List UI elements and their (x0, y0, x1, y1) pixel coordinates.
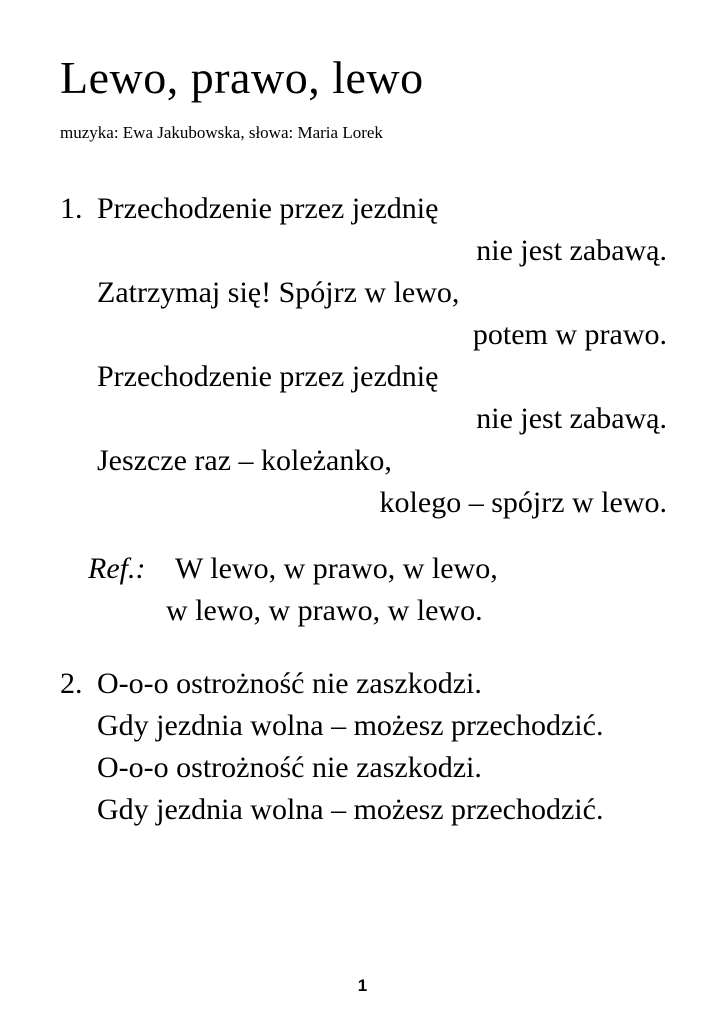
lyric-line: Przechodzenie przez jezdnię (97, 360, 439, 394)
lyric-line: O-o-o ostrożność nie zaszkodzi. (97, 667, 482, 701)
lyric-line: Przechodzenie przez jezdnię (97, 192, 439, 226)
verse-1 (60, 188, 667, 524)
lyric-line: O-o-o ostrożność nie zaszkodzi. (97, 751, 482, 785)
credits-line: muzyka: Ewa Jakubowska, słowa: Maria Lorek (60, 122, 383, 142)
lyric-line: W lewo, w prawo, w lewo, (175, 552, 498, 586)
refrain (60, 548, 667, 632)
lyric-line: Gdy jezdnia wolna – możesz przechodzić. (97, 709, 604, 743)
verse-1-number: 1. (60, 192, 83, 226)
verse-1-lines (97, 188, 667, 524)
refrain-line-1 (88, 548, 667, 590)
lyric-line: nie jest zabawą. (476, 234, 667, 268)
lyric-line: Gdy jezdnia wolna – możesz przechodzić. (97, 793, 604, 827)
verse-2 (60, 663, 667, 831)
lyric-line: kolego – spójrz w lewo. (379, 486, 667, 520)
page-number: 1 (357, 976, 368, 995)
verse-2-number: 2. (60, 667, 83, 701)
verse-2-lines (97, 663, 667, 831)
lyric-line: nie jest zabawą. (476, 402, 667, 436)
refrain-line-2: w lewo, w prawo, w lewo. (166, 594, 483, 628)
lyric-line: Jeszcze raz – koleżanko, (97, 444, 392, 478)
page-footer (0, 976, 725, 996)
refrain-label: Ref.: (88, 552, 146, 586)
lyric-line: potem w prawo. (472, 318, 667, 352)
lyric-line: Zatrzymaj się! Spójrz w lewo, (97, 276, 460, 310)
page-title: Lewo, prawo, lewo (60, 52, 424, 103)
